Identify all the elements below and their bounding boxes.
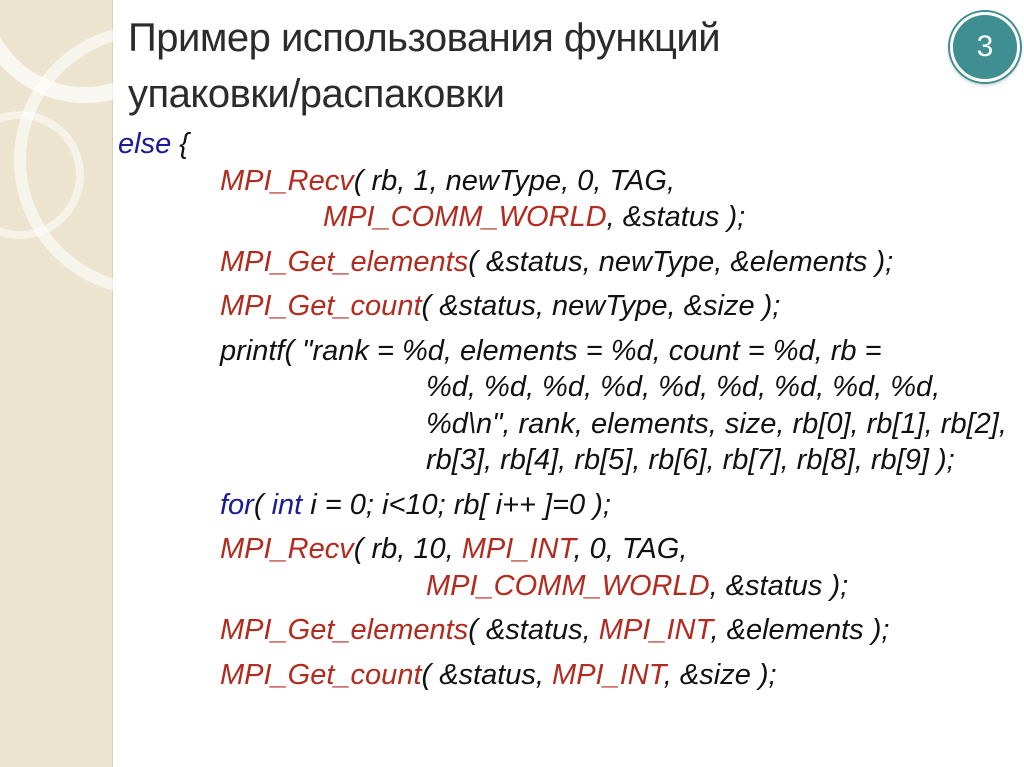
code-function-name: MPI_Recv xyxy=(220,533,354,565)
code-function-name: MPI_INT xyxy=(552,658,664,691)
line-spacer xyxy=(118,523,1018,531)
code-text: %d, %d, %d, %d, %d, %d, %d, %d, %d, xyxy=(426,371,941,403)
code-text: ( &status, newType, &elements ); xyxy=(468,245,894,278)
code-text: ( &status, xyxy=(421,658,553,691)
code-line xyxy=(118,442,1018,479)
code-line xyxy=(118,612,1018,649)
code-function-name: MPI_Get_elements xyxy=(220,614,469,646)
code-function-name: MPI_Get_elements xyxy=(220,245,469,278)
code-function-name: MPI_INT xyxy=(461,533,574,565)
code-function-name: MPI_Get_count xyxy=(220,290,422,322)
line-spacer xyxy=(118,236,1018,244)
code-text: , &size ); xyxy=(663,658,777,691)
code-text: ( xyxy=(253,488,272,521)
line-spacer xyxy=(118,479,1018,487)
code-text: , &status ); xyxy=(709,569,849,602)
code-listing xyxy=(118,126,1018,693)
code-text: ( &status, newType, &size ); xyxy=(421,290,781,322)
code-keyword: else xyxy=(118,128,172,160)
code-text: ( rb, 1, newType, 0, TAG, xyxy=(353,164,676,197)
line-spacer xyxy=(118,604,1018,612)
code-keyword: int xyxy=(271,488,303,521)
code-text: , &elements ); xyxy=(710,614,890,646)
code-keyword: for xyxy=(220,488,254,521)
code-line xyxy=(118,288,1018,325)
code-line xyxy=(118,163,1018,200)
code-line xyxy=(118,126,1018,163)
slide-title-line-1: Пример использования функций xyxy=(128,16,721,60)
line-spacer xyxy=(118,280,1018,288)
code-line xyxy=(118,369,1018,406)
code-line xyxy=(118,568,1018,605)
code-line xyxy=(118,487,1018,524)
code-text: , 0, TAG, xyxy=(573,533,688,565)
code-text: i = 0; i<10; rb[ i++ ]=0 ); xyxy=(302,488,611,521)
slide-number-badge: 3 xyxy=(950,12,1020,82)
code-text: %d\n", rank, elements, size, rb[0], rb[1], rb[2], xyxy=(426,407,1007,440)
code-line xyxy=(118,199,1018,236)
slide-title xyxy=(128,10,908,122)
code-text: , &status ); xyxy=(606,201,746,233)
code-function-name: MPI_Recv xyxy=(220,164,354,197)
code-line xyxy=(118,531,1018,568)
slide-title-line-2: упаковки/распаковки xyxy=(128,72,505,116)
line-spacer xyxy=(118,325,1018,333)
code-function-name: MPI_INT xyxy=(598,614,711,646)
code-text: ( &status, xyxy=(468,614,599,646)
code-line xyxy=(118,657,1018,694)
code-function-name: MPI_Get_count xyxy=(220,658,422,691)
code-text: ( rb, 10, xyxy=(353,533,462,565)
code-line xyxy=(118,406,1018,443)
code-function-name: MPI_COMM_WORLD xyxy=(323,201,607,233)
code-text: printf( "rank = %d, elements = %d, count = %d, rb = xyxy=(220,334,882,367)
code-text: { xyxy=(171,128,189,160)
code-line xyxy=(118,333,1018,370)
code-function-name: MPI_COMM_WORLD xyxy=(426,569,710,602)
code-line xyxy=(118,244,1018,281)
line-spacer xyxy=(118,649,1018,657)
code-text: rb[3], rb[4], rb[5], rb[6], rb[7], rb[8], rb[9] ); xyxy=(426,444,955,476)
